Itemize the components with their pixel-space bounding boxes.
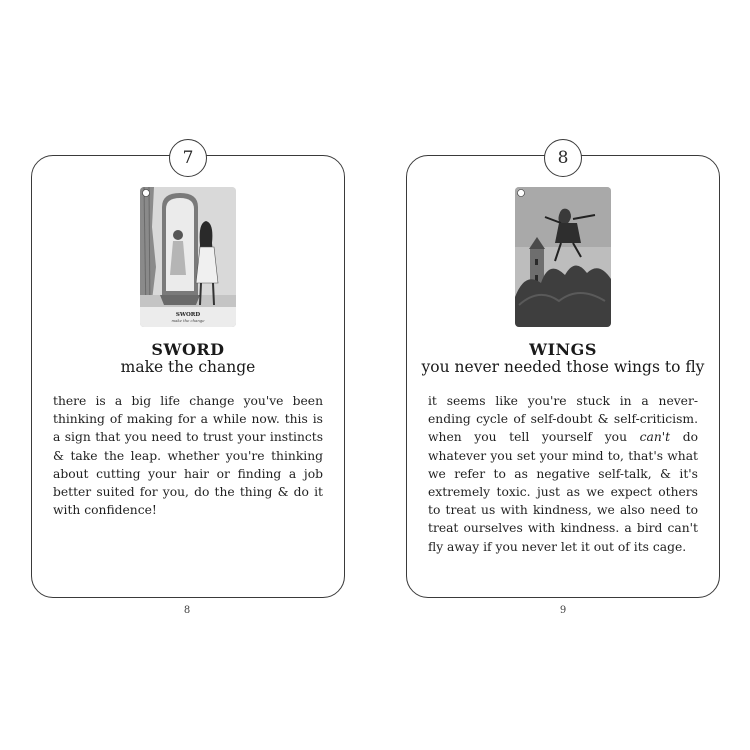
card-description: there is a big life change you've been thinking of making for a while now. this is a sign that you need to trust your instincts & take the leap. whether you're thinking about cutting your hair or finding a job better suited for you, do the thing & do it with confidence! xyxy=(53,394,323,518)
card-subtitle: make the change xyxy=(120,358,256,376)
page-number: 9 xyxy=(559,605,567,616)
card-description-emphasis: can't xyxy=(639,430,671,445)
card-label-text: SWORD xyxy=(175,312,201,318)
card-description-part: it seems like you're stuck in a never-ending cycle of self-doubt & self-criticism. when you tell yourself you xyxy=(428,394,698,445)
card-caption-text: make the change xyxy=(171,318,205,323)
page-number: 8 xyxy=(183,605,191,616)
card-title: WINGS xyxy=(529,340,597,359)
card-sword xyxy=(31,148,345,598)
card-title: SWORD xyxy=(151,340,225,359)
card-number-badge: 7 xyxy=(169,139,207,177)
card-description-part: do whatever you set your mind to, that's what we refer to as negative self-talk, & it's extremely toxic. just as we expect others to treat us with kindness, we also need to treat ourselves with kindness. a bird can't fly away if you never let it out of its cage. xyxy=(428,430,698,554)
sword-card-illustration xyxy=(140,187,236,327)
wings-card-illustration xyxy=(515,187,611,327)
card-subtitle: you never needed those wings to fly xyxy=(421,358,705,376)
card-number-badge: 8 xyxy=(544,139,582,177)
card-wings xyxy=(406,148,720,598)
card-description xyxy=(428,392,698,556)
